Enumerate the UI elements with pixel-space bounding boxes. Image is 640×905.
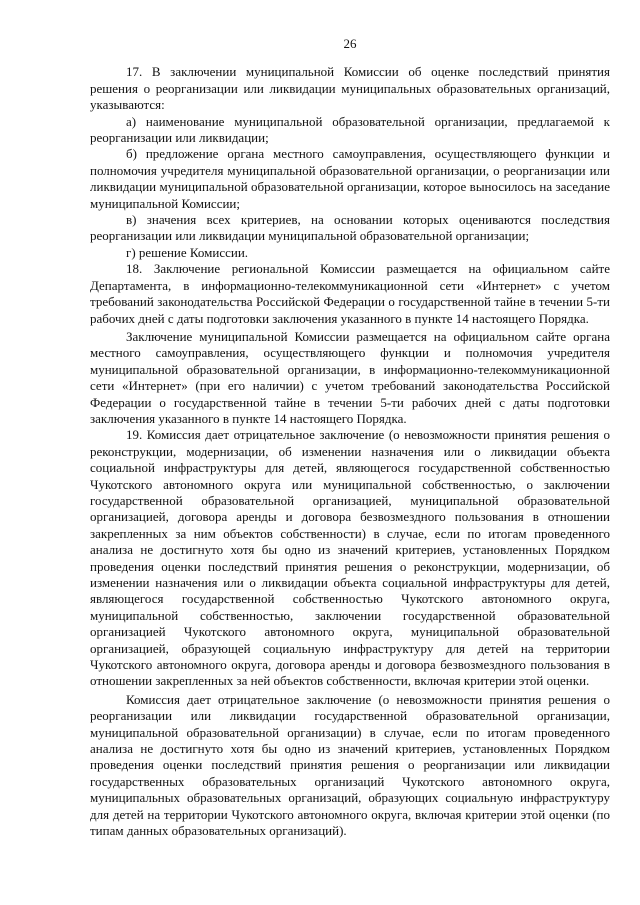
document-page (90, 36, 610, 840)
paragraph-19: 19. Комиссия дает отрицательное заключение (о невозможности принятия решения о реконструкции, модернизации, об изменении назначения или о ликвидации объекта социальной инфраструктуры для детей, являющегося государственной собственностью Чукотского автономного округа или муниципальной собственностью, о заключении государственной образовательной организацией, муниципальной образовательной организацией, договора аренды и договора безвозмездного пользования в отношении закрепленных за ним объектов собственности) в случае, если по итогам проведенного анализа не достигнуто хотя бы одно из значений критериев, установленных Порядком проведения оценки последствий принятия решения о реконструкции, модернизации, об изменении назначения или о ликвидации объекта социальной инфраструктуры для детей, являющегося государственной собственностью Чукотского автономного округа, муниципальной собственностью, заключении государственной образовательной организацией Чукотского автономного округа, муниципальной образовательной организацией, образующей социальную инфраструктуру для детей на территории Чукотского автономного округа, договора аренды и договора безвозмездного пользования в отношении закрепленных за ней объектов собственности, включая критерии этой оценки. (90, 427, 610, 689)
list-item-b: б) предложение органа местного самоуправления, осуществляющего функции и полномочия учредителя муниципальной образовательной организации, о реорганизации или ликвидации муниципальной образовательной организации, которое выносилось на заседание муниципальной Комиссии; (90, 146, 610, 211)
list-item-c: в) значения всех критериев, на основании которых оцениваются последствия реорганизации или ликвидации муниципальной образовательной организации; (90, 212, 610, 244)
paragraph-19-reorganization: Комиссия дает отрицательное заключение (о невозможности принятия решения о реорганизации или ликвидации государственной образовательной организации, муниципальной образовательной организации) в случае, если по итогам проведенного анализа не достигнуто хотя бы одно из значений критериев, установленных Порядком проведения оценки последствий принятия решения о реорганизации или ликвидации государственных образовательных организаций Чукотского автономного округа, муниципальных образовательных организаций, образующих социальную инфраструктуру для детей на территории Чукотского автономного округа, включая критерии этой оценки (по типам данных образовательных организаций). (90, 691, 610, 839)
paragraph-17: 17. В заключении муниципальной Комиссии об оценке последствий принятия решения о реорганизации или ликвидации муниципальных образовательных организаций, указываются: (90, 64, 610, 113)
list-item-a: а) наименование муниципальной образовательной организации, предлагаемой к реорганизации или ликвидации; (90, 113, 610, 146)
list-item-d: г) решение Комиссии. (126, 244, 249, 260)
page-number: 26 (343, 36, 357, 51)
paragraph-18: 18. Заключение региональной Комиссии размещается на официальном сайте Департамента, в информационно-телекоммуникационной сети «Интернет» с учетом требований законодательства Российской Федерации о государственной тайне в течении 5-ти рабочих дней с даты подготовки заключения указанного в пункте 14 настоящего Порядка. (90, 261, 610, 326)
paragraph-18-municipal: Заключение муниципальной Комиссии размещается на официальном сайте органа местного самоуправления, осуществляющего функции и полномочия учредителя муниципальной образовательной организации, в информационно-телекоммуникационной сети «Интернет» (при его наличии) с учетом требований законодательства Российской Федерации о государственной тайне в течении 5-ти рабочих дней с даты подготовки заключения указанного в пункте 14 настоящего Порядка. (90, 328, 610, 426)
